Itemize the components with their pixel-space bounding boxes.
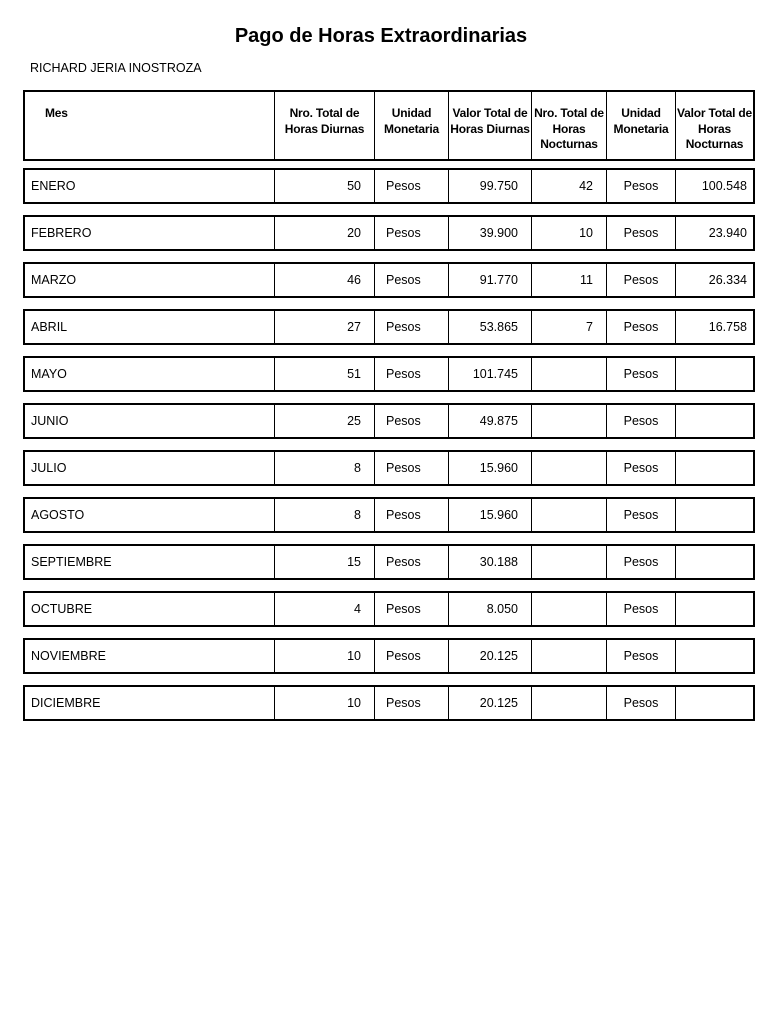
cell-valor-diurnas: 99.750 [448,170,531,202]
cell-valor-nocturnas [675,405,753,437]
table-header [23,90,755,161]
cell-nro-diurnas: 10 [274,640,374,672]
table-row [23,685,755,721]
cell-nro-nocturnas [531,452,606,484]
cell-valor-diurnas: 15.960 [448,499,531,531]
cell-unidad-diurnas: Pesos [374,405,448,437]
cell-unidad-diurnas: Pesos [374,311,448,343]
cell-mes: ABRIL [31,320,68,334]
cell-valor-diurnas: 53.865 [448,311,531,343]
cell-valor-diurnas: 101.745 [448,358,531,390]
header-mes: Mes [45,106,68,120]
cell-nro-diurnas: 50 [274,170,374,202]
cell-nro-diurnas: 8 [274,499,374,531]
cell-nro-diurnas: 8 [274,452,374,484]
cell-valor-nocturnas [675,452,753,484]
cell-valor-diurnas: 91.770 [448,264,531,296]
cell-unidad-nocturnas: Pesos [606,170,675,202]
header-nro-diurnas: Nro. Total de Horas Diurnas [274,92,374,159]
cell-valor-diurnas: 20.125 [448,640,531,672]
cell-nro-nocturnas [531,405,606,437]
cell-valor-nocturnas: 100.548 [675,170,753,202]
cell-valor-nocturnas [675,546,753,578]
cell-unidad-diurnas: Pesos [374,640,448,672]
cell-nro-nocturnas [531,640,606,672]
cell-unidad-diurnas: Pesos [374,170,448,202]
table-row [23,168,755,204]
cell-unidad-diurnas: Pesos [374,452,448,484]
cell-mes: JULIO [31,461,67,475]
cell-unidad-diurnas: Pesos [374,358,448,390]
cell-nro-nocturnas: 7 [531,311,606,343]
table-row [23,591,755,627]
table-row [23,638,755,674]
cell-valor-diurnas: 30.188 [448,546,531,578]
table-row [23,215,755,251]
cell-nro-diurnas: 27 [274,311,374,343]
cell-unidad-nocturnas: Pesos [606,640,675,672]
cell-nro-diurnas: 51 [274,358,374,390]
cell-unidad-nocturnas: Pesos [606,311,675,343]
cell-unidad-nocturnas: Pesos [606,593,675,625]
cell-mes: DICIEMBRE [31,696,101,710]
header-valor-diurnas: Valor Total de Horas Diurnas [448,92,531,159]
cell-unidad-nocturnas: Pesos [606,499,675,531]
cell-nro-diurnas: 4 [274,593,374,625]
cell-mes: AGOSTO [31,508,85,522]
cell-valor-nocturnas [675,593,753,625]
header-unidad-diurnas: Unidad Monetaria [374,92,448,159]
cell-nro-diurnas: 20 [274,217,374,249]
cell-valor-nocturnas [675,687,753,719]
cell-unidad-diurnas: Pesos [374,687,448,719]
cell-mes: MARZO [31,273,77,287]
cell-nro-nocturnas [531,358,606,390]
cell-valor-nocturnas: 16.758 [675,311,753,343]
cell-nro-nocturnas: 42 [531,170,606,202]
cell-nro-diurnas: 46 [274,264,374,296]
cell-mes: FEBRERO [31,226,92,240]
cell-mes: SEPTIEMBRE [31,555,112,569]
cell-mes: NOVIEMBRE [31,649,107,663]
employee-name: RICHARD JERIA INOSTROZA [30,61,202,75]
cell-unidad-nocturnas: Pesos [606,687,675,719]
cell-unidad-nocturnas: Pesos [606,405,675,437]
cell-nro-nocturnas [531,593,606,625]
cell-valor-nocturnas [675,358,753,390]
cell-unidad-nocturnas: Pesos [606,452,675,484]
cell-unidad-nocturnas: Pesos [606,264,675,296]
cell-mes: OCTUBRE [31,602,93,616]
table-row [23,309,755,345]
table-row [23,262,755,298]
cell-valor-diurnas: 15.960 [448,452,531,484]
cell-nro-nocturnas: 11 [531,264,606,296]
cell-valor-diurnas: 8.050 [448,593,531,625]
header-nro-nocturnas: Nro. Total de Horas Nocturnas [531,92,606,159]
cell-nro-diurnas: 10 [274,687,374,719]
cell-valor-nocturnas [675,499,753,531]
cell-valor-nocturnas: 26.334 [675,264,753,296]
cell-unidad-diurnas: Pesos [374,499,448,531]
cell-nro-diurnas: 15 [274,546,374,578]
cell-nro-nocturnas [531,499,606,531]
table-row [23,403,755,439]
cell-unidad-nocturnas: Pesos [606,358,675,390]
cell-unidad-nocturnas: Pesos [606,217,675,249]
cell-unidad-diurnas: Pesos [374,593,448,625]
header-unidad-nocturnas: Unidad Monetaria [606,92,675,159]
cell-nro-diurnas: 25 [274,405,374,437]
cell-nro-nocturnas: 10 [531,217,606,249]
cell-valor-nocturnas [675,640,753,672]
cell-valor-diurnas: 20.125 [448,687,531,719]
cell-unidad-nocturnas: Pesos [606,546,675,578]
cell-mes: JUNIO [31,414,69,428]
cell-valor-diurnas: 39.900 [448,217,531,249]
cell-unidad-diurnas: Pesos [374,264,448,296]
cell-nro-nocturnas [531,687,606,719]
cell-nro-nocturnas [531,546,606,578]
table-row [23,497,755,533]
table-row [23,356,755,392]
cell-mes: MAYO [31,367,67,381]
cell-mes: ENERO [31,179,76,193]
header-valor-nocturnas: Valor Total de Horas Nocturnas [675,92,753,159]
cell-unidad-diurnas: Pesos [374,217,448,249]
cell-unidad-diurnas: Pesos [374,546,448,578]
cell-valor-nocturnas: 23.940 [675,217,753,249]
document-title: Pago de Horas Extraordinarias [234,25,528,47]
cell-valor-diurnas: 49.875 [448,405,531,437]
table-row [23,450,755,486]
table-row [23,544,755,580]
